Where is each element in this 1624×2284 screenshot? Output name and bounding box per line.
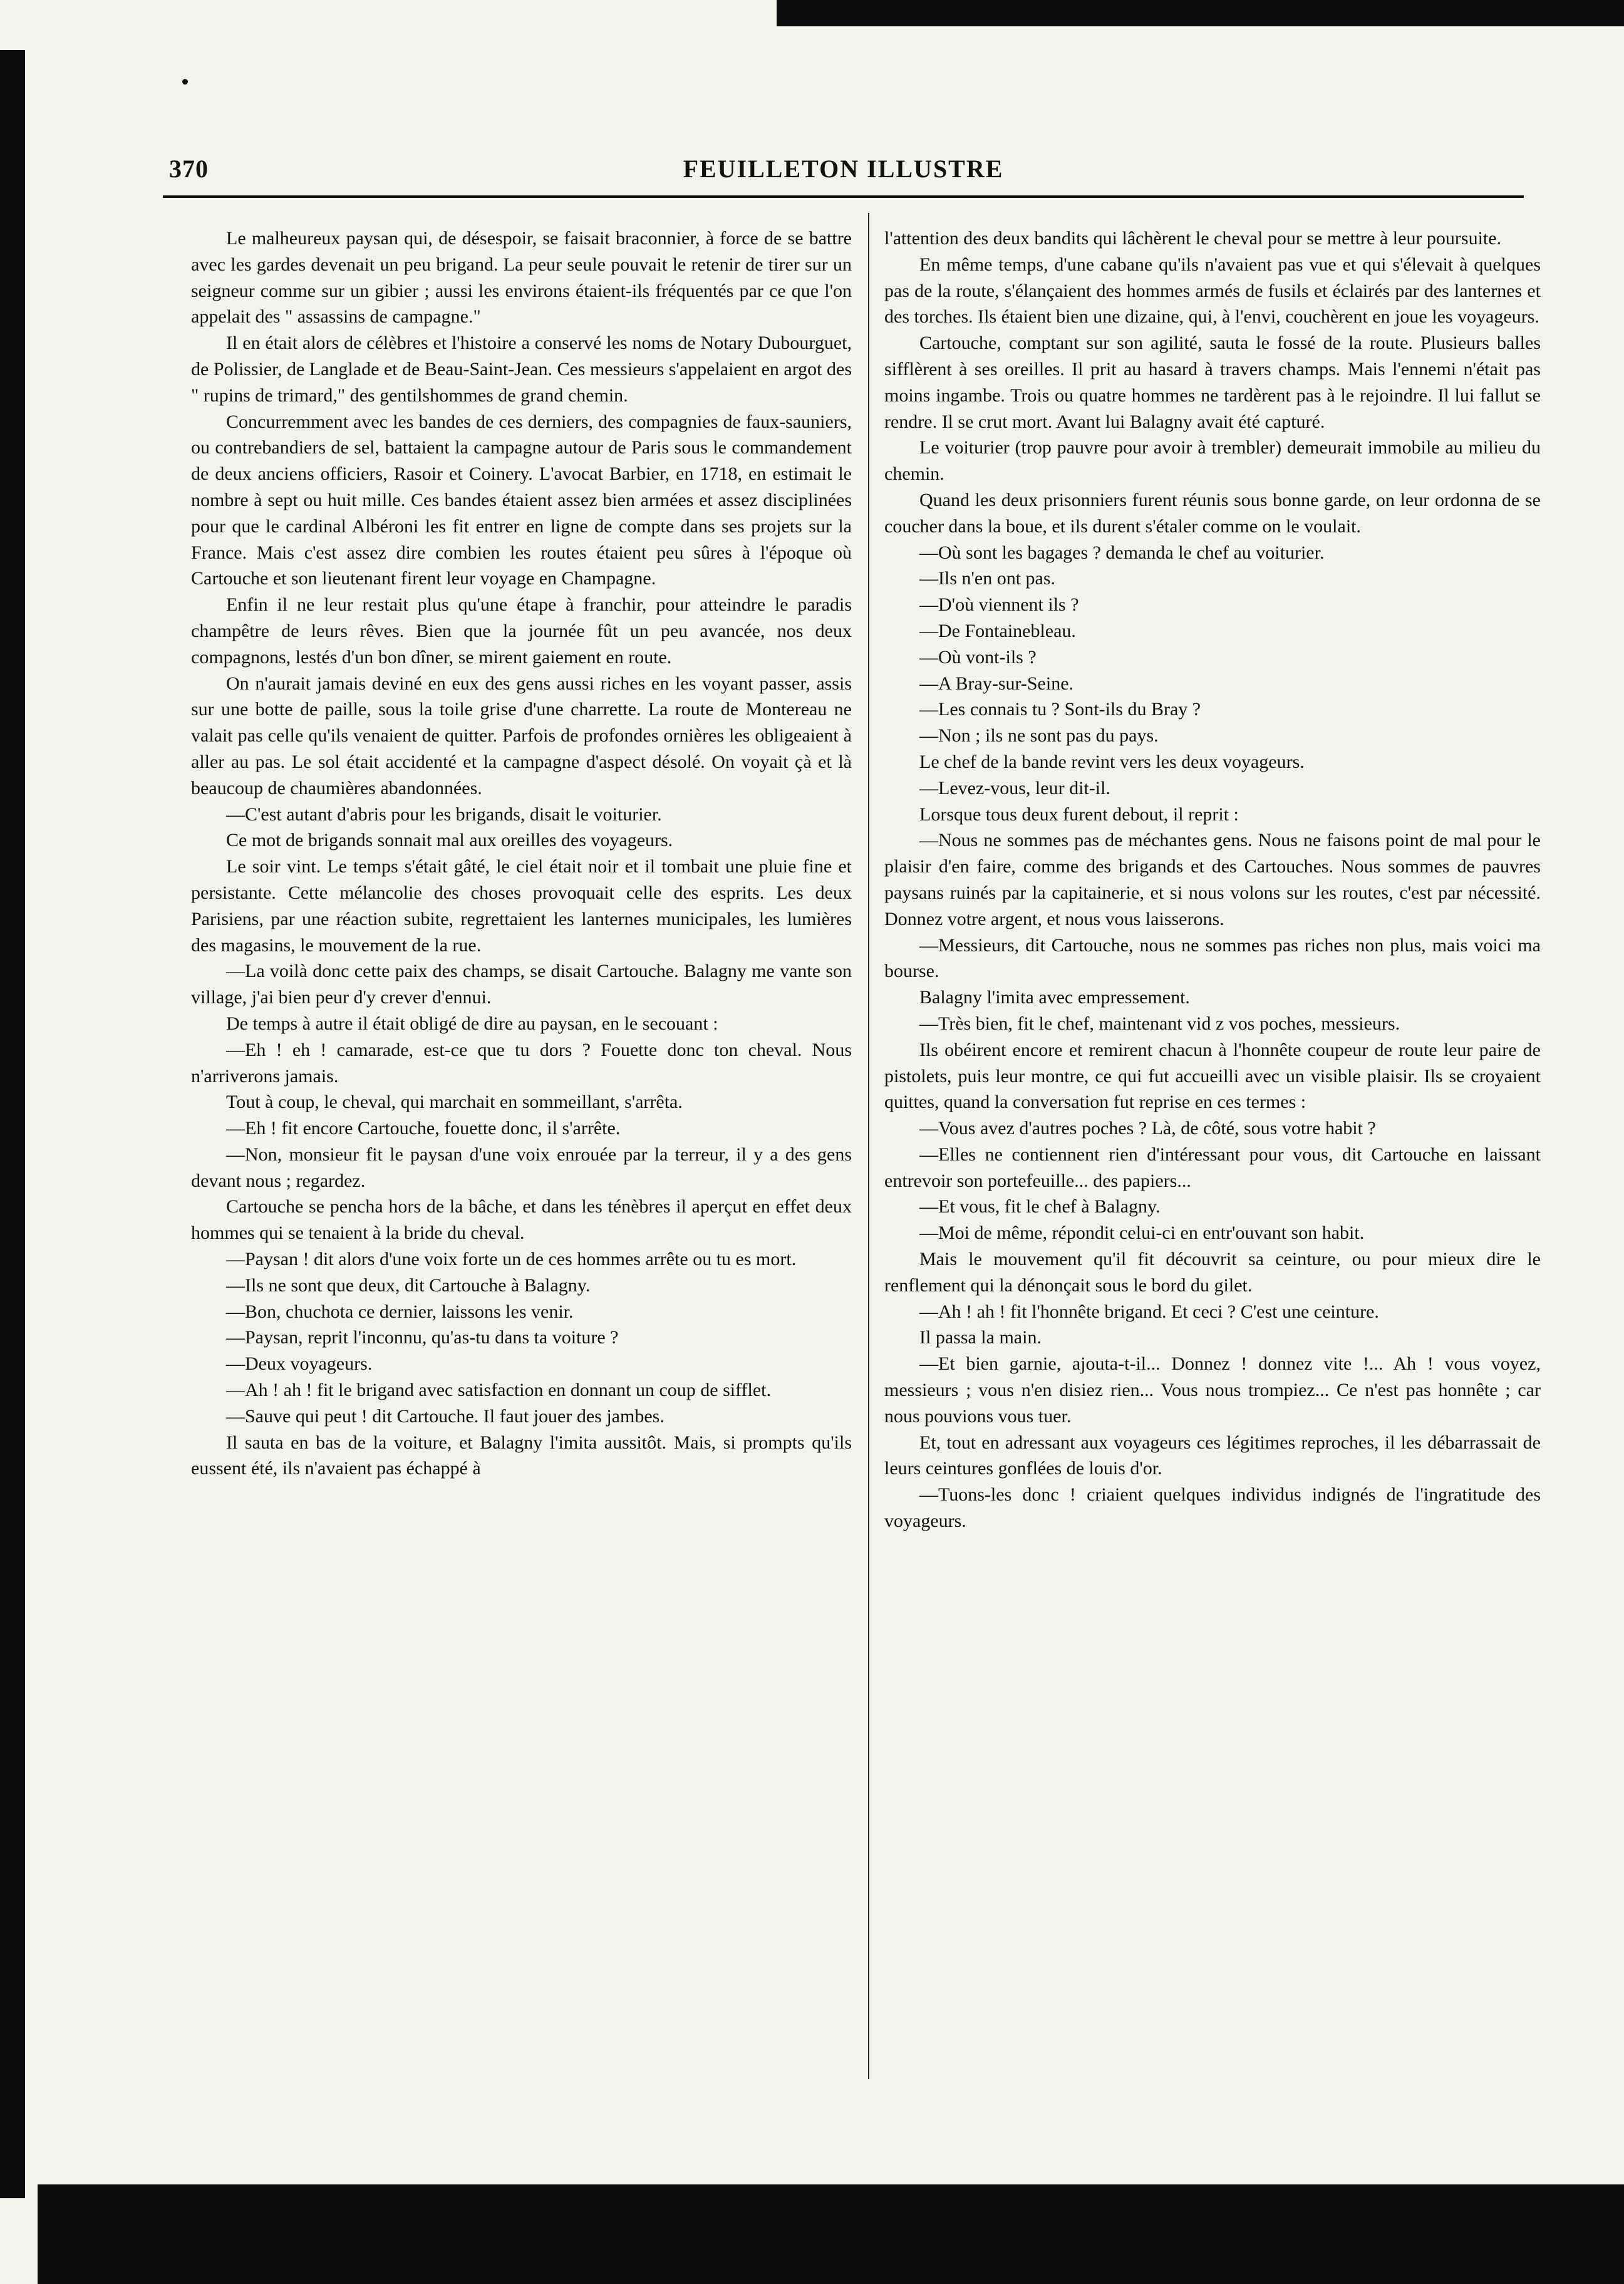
paragraph: Ce mot de brigands sonnait mal aux oreilles des voyageurs. bbox=[226, 830, 673, 851]
paragraph: —Ah ! ah ! fit l'honnête brigand. Et ceci ? C'est une ceinture. bbox=[919, 1301, 1379, 1322]
paragraph: —Et bien garnie, ajouta-t-il... Donnez ! donnez vite !... Ah ! vous voyez, messieurs ; vous n'en disiez rien... Vous nous trompiez... Ce n'est pas honnête ; car nous pouvions vous tuer. bbox=[884, 1353, 1541, 1427]
paragraph: On n'aurait jamais deviné en eux des gens aussi riches en les voyant passer, assis sur une botte de paille, sous la toile grise d'une charrette. La route de Montereau ne valait pas celle qu'ils venaient de quitter. Parfois de profondes ornières les obligeaient à aller au pas. Le sol était accidenté et la campagne d'aspect désolé. On voyait çà et là beaucoup de chaumières abandonnées. bbox=[191, 673, 852, 798]
paragraph: —Les connais tu ? Sont-ils du Bray ? bbox=[919, 699, 1201, 720]
left-column bbox=[191, 225, 852, 1482]
paragraph: Balagny l'imita avec empressement. bbox=[919, 987, 1190, 1008]
paragraph: Lorsque tous deux furent debout, il reprit : bbox=[919, 804, 1239, 825]
paragraph: —Messieurs, dit Cartouche, nous ne sommes pas riches non plus, mais voici ma bourse. bbox=[884, 934, 1541, 982]
paragraph: —Très bien, fit le chef, maintenant vid z vos poches, messieurs. bbox=[919, 1013, 1400, 1034]
ink-dot bbox=[182, 79, 188, 85]
paragraph: Le voiturier (trop pauvre pour avoir à trembler) demeurait immobile au milieu du chemin. bbox=[884, 437, 1541, 485]
paragraph: —Tuons-les donc ! criaient quelques individus indignés de l'ingratitude des voyageurs. bbox=[884, 1484, 1541, 1532]
paragraph: —Sauve qui peut ! dit Cartouche. Il faut jouer des jambes. bbox=[226, 1405, 665, 1427]
paragraph: —D'où viennent ils ? bbox=[919, 594, 1079, 616]
paragraph: —C'est autant d'abris pour les brigands, disait le voiturier. bbox=[226, 804, 662, 825]
paragraph: —Eh ! fit encore Cartouche, fouette donc, il s'arrête. bbox=[226, 1118, 621, 1139]
paragraph: Cartouche se pencha hors de la bâche, et dans les ténèbres il aperçut en effet deux hommes qui se tenaient à la bride du cheval. bbox=[191, 1196, 852, 1244]
paragraph: —Non ; ils ne sont pas du pays. bbox=[919, 725, 1159, 747]
paragraph: —De Fontainebleau. bbox=[919, 620, 1076, 641]
scan-bottom-edge bbox=[38, 2184, 1624, 2284]
running-head: FEUILLETON ILLUSTRE bbox=[683, 155, 1004, 183]
paragraph: —Paysan ! dit alors d'une voix forte un de ces hommes arrête ou tu es mort. bbox=[226, 1249, 797, 1270]
paragraph: —Ils ne sont que deux, dit Cartouche à Balagny. bbox=[226, 1274, 591, 1296]
paragraph: En même temps, d'une cabane qu'ils n'avaient pas vue et qui s'élevait à quelques pas de la route, s'élançaient des hommes armés de fusils et éclairés par des lanternes et des torches. Ils étaient bien une dizaine, qui, à l'envi, couchèrent en joue les voyageurs. bbox=[884, 254, 1541, 328]
right-column bbox=[884, 225, 1541, 1534]
paragraph: Mais le mouvement qu'il fit découvrit sa ceinture, ou pour mieux dire le renflement qui la dénonçait sous le bord du gilet. bbox=[884, 1249, 1541, 1296]
page-number: 370 bbox=[169, 155, 209, 183]
paragraph: —Moi de même, répondit celui-ci en entr'ouvant son habit. bbox=[919, 1222, 1365, 1244]
paragraph: —Paysan, reprit l'inconnu, qu'as-tu dans ta voiture ? bbox=[226, 1327, 619, 1348]
paragraph: Il sauta en bas de la voiture, et Balagny l'imita aussitôt. Mais, si prompts qu'ils eussent été, ils n'avaient pas échappé à bbox=[191, 1432, 852, 1479]
paragraph: Concurremment avec les bandes de ces derniers, des compagnies de faux-sauniers, ou contrebandiers de sel, battaient la campagne autour de Paris sous le commandement de deux anciens officiers, Rasoir et Coinery. L'avocat Barbier, en 1718, en estimait le nombre à sept ou huit mille. Ces bandes étaient assez bien armées et assez disciplinées pour que le cardinal Albéroni les fit entrer en ligne de compte dans ses projets sur la France. Mais c'est assez dire combien les routes étaient peu sûres à l'époque où Cartouche et son lieutenant firent leur voyage en Champagne. bbox=[191, 411, 852, 589]
paragraph: Enfin il ne leur restait plus qu'une étape à franchir, pour atteindre le paradis champêtre de leurs rêves. Bien que la journée fût un peu avancée, nos deux compagnons, lestés d'un bon dîner, se mirent gaiement en route. bbox=[191, 594, 852, 668]
column-divider bbox=[868, 213, 869, 2079]
paragraph: —Eh ! eh ! camarade, est-ce que tu dors ? Fouette donc ton cheval. Nous n'arriverons jamais. bbox=[191, 1039, 852, 1087]
paragraph: Quand les deux prisonniers furent réunis sous bonne garde, on leur ordonna de se coucher dans la boue, et ils durent s'étaler comme on le voulait. bbox=[884, 489, 1541, 537]
paragraph: —La voilà donc cette paix des champs, se disait Cartouche. Balagny me vante son village, j'ai bien peur d'y crever d'ennui. bbox=[191, 961, 852, 1008]
paragraph: —A Bray-sur-Seine. bbox=[919, 673, 1074, 694]
paragraph: Le soir vint. Le temps s'était gâté, le ciel était noir et il tombait une pluie fine et persistante. Cette mélancolie des choses provoquait celle des esprits. Les deux Parisiens, par une réaction subite, regrettaient les lanternes municipales, les lumières des magasins, le mouvement de la rue. bbox=[191, 856, 852, 956]
paragraph: —Où sont les bagages ? demanda le chef au voiturier. bbox=[919, 542, 1325, 563]
paragraph: Cartouche, comptant sur son agilité, sauta le fossé de la route. Plusieurs balles sifflèrent à ses oreilles. Il prit au hasard à travers champs. Mais l'ennemi n'était pas moins ingambe. Trois ou quatre hommes ne tardèrent pas à le rejoindre. Il lui fallut se rendre. Il se crut mort. Avant lui Balagny avait été capturé. bbox=[884, 333, 1541, 432]
scan-left-edge bbox=[0, 50, 25, 2198]
page-header bbox=[163, 149, 1524, 187]
paragraph: Tout à coup, le cheval, qui marchait en sommeillant, s'arrêta. bbox=[226, 1092, 683, 1113]
paragraph: —Ah ! ah ! fit le brigand avec satisfaction en donnant un coup de sifflet. bbox=[226, 1380, 772, 1401]
paragraph: Le malheureux paysan qui, de désespoir, se faisait braconnier, à force de se battre avec les gardes devenait un peu brigand. La peur seule pouvait le retenir de tirer sur un seigneur comme sur un gibier ; aussi les environs étaient-ils fréquentés par ce que l'on appelait des " assassins de campagne." bbox=[191, 228, 852, 328]
paragraph: Il passa la main. bbox=[919, 1327, 1042, 1348]
paragraph: Le chef de la bande revint vers les deux voyageurs. bbox=[919, 751, 1305, 772]
paragraph: De temps à autre il était obligé de dire au paysan, en le secouant : bbox=[226, 1013, 718, 1034]
paragraph: —Non, monsieur fit le paysan d'une voix enrouée par la terreur, il y a des gens devant nous ; regardez. bbox=[191, 1144, 852, 1191]
paragraph: —Et vous, fit le chef à Balagny. bbox=[919, 1196, 1161, 1217]
paragraph: Il en était alors de célèbres et l'histoire a conservé les noms de Notary Dubourguet, de Polissier, de Langlade et de Beau-Saint-Jean. Ces messieurs s'appelaient en argot des " rupins de trimard," des gentilshommes de grand chemin. bbox=[191, 333, 852, 406]
scan-top-edge bbox=[777, 0, 1624, 26]
header-rule bbox=[163, 195, 1524, 198]
paragraph: —Nous ne sommes pas de méchantes gens. Nous ne faisons point de mal pour le plaisir d'en faire, comme des brigands et des Cartouches. Nous sommes de pauvres paysans ruinés par la capitainerie, et si nous volons sur les routes, c'est par nécessité. Donnez votre argent, et nous vous laisserons. bbox=[884, 830, 1541, 929]
paragraph: Et, tout en adressant aux voyageurs ces légitimes reproches, il les débarrassait de leurs ceintures gonflées de louis d'or. bbox=[884, 1432, 1541, 1479]
paragraph: —Bon, chuchota ce dernier, laissons les venir. bbox=[226, 1301, 574, 1322]
paragraph: —Vous avez d'autres poches ? Là, de côté, sous votre habit ? bbox=[919, 1118, 1376, 1139]
paragraph: —Deux voyageurs. bbox=[226, 1353, 373, 1375]
paragraph: l'attention des deux bandits qui lâchèrent le cheval pour se mettre à leur poursuite. bbox=[884, 228, 1502, 249]
paragraph: —Où vont-ils ? bbox=[919, 646, 1037, 668]
paragraph: Ils obéirent encore et remirent chacun à l'honnête coupeur de route leur paire de pistolets, puis leur montre, ce qui fut accueilli avec un visible plaisir. Ils se croyaient quittes, quand la conversation fut reprise en ces termes : bbox=[884, 1039, 1541, 1113]
paragraph: —Elles ne contiennent rien d'intéressant pour vous, dit Cartouche en laissant entrevoir son portefeuille... des papiers... bbox=[884, 1144, 1541, 1191]
paragraph: —Levez-vous, leur dit-il. bbox=[919, 777, 1110, 798]
paragraph: —Ils n'en ont pas. bbox=[919, 568, 1056, 589]
